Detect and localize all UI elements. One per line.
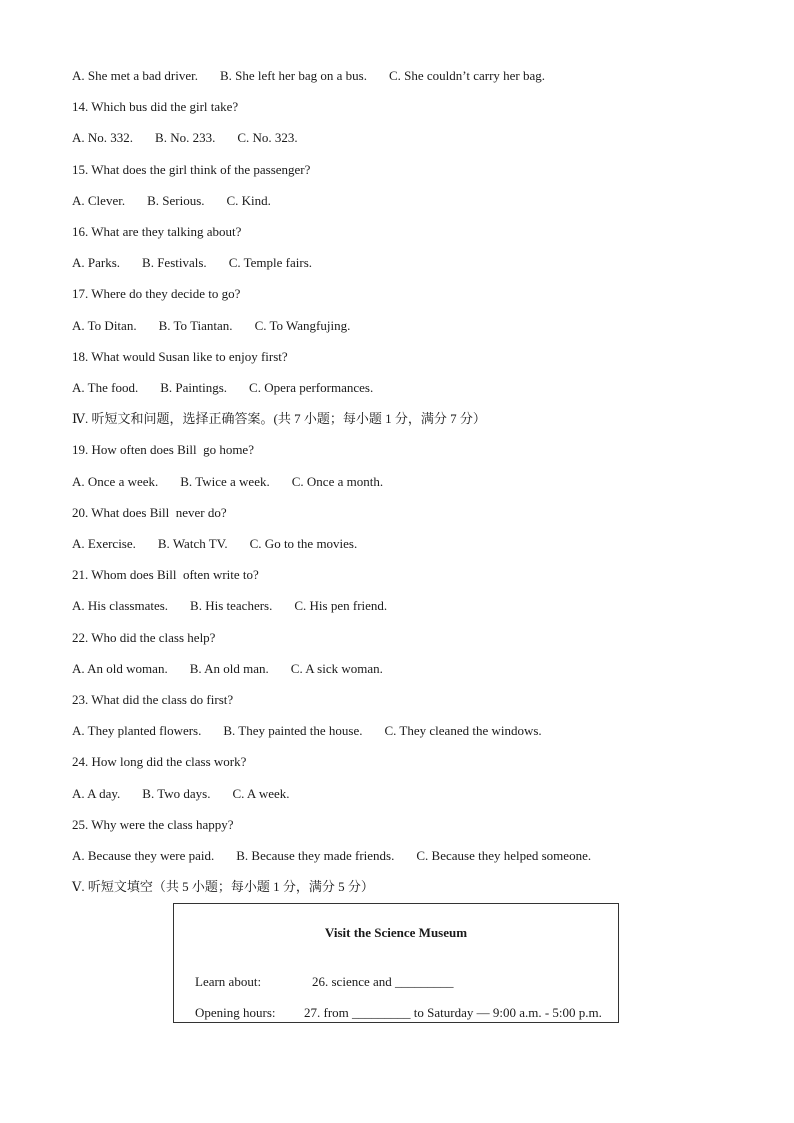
answer-option: C. A week. — [232, 786, 290, 801]
question-text: 14. Which bus did the girl take? — [72, 99, 239, 114]
answer-option: A. Clever. — [72, 193, 126, 208]
question-text: 21. Whom does Bill often write to? — [72, 567, 259, 582]
answer-options — [72, 474, 405, 490]
answer-options — [72, 193, 293, 209]
answer-option: B. They painted the house. — [223, 723, 363, 738]
notice-title: Visit the Science Museum — [324, 925, 468, 940]
answer-option: A. Exercise. — [72, 536, 136, 551]
answer-option: C. No. 323. — [237, 130, 298, 145]
answer-option: C. Opera performances. — [249, 380, 374, 395]
answer-option: B. To Tiantan. — [158, 318, 233, 333]
answer-option: C. She couldn’t carry her bag. — [388, 68, 546, 83]
answer-option: C. His pen friend. — [294, 598, 388, 613]
notice-row-value: 26. science and _________ — [312, 974, 454, 989]
question-text: 22. Who did the class help? — [72, 630, 216, 645]
answer-option: B. His teachers. — [190, 598, 273, 613]
answer-options — [72, 536, 379, 552]
notice-box — [173, 903, 619, 1023]
section-heading: Ⅳ. 听短文和问题，选择正确答案。(共 7 小题；每小题 1 分，满分 7 分） — [72, 411, 486, 426]
answer-option: C. Because they helped someone. — [416, 848, 592, 863]
answer-option: A. The food. — [72, 380, 139, 395]
answer-option: C. To Wangfujing. — [254, 318, 351, 333]
question-text: 17. Where do they decide to go? — [72, 286, 241, 301]
answer-option: B. Because they made friends. — [236, 848, 395, 863]
answer-option: B. Two days. — [142, 786, 211, 801]
answer-option: C. A sick woman. — [290, 661, 383, 676]
question-text: 25. Why were the class happy? — [72, 817, 234, 832]
answer-option: A. An old woman. — [72, 661, 168, 676]
answer-option: C. Go to the movies. — [249, 536, 358, 551]
answer-option: C. They cleaned the windows. — [384, 723, 542, 738]
section-heading: Ⅴ. 听短文填空（共 5 小题；每小题 1 分，满分 5 分） — [72, 879, 374, 894]
answer-options — [72, 318, 372, 334]
answer-option: B. An old man. — [189, 661, 269, 676]
answer-option: C. Kind. — [226, 193, 271, 208]
question-text: 24. How long did the class work? — [72, 754, 247, 769]
question-text: 18. What would Susan like to enjoy first? — [72, 349, 288, 364]
answer-option: A. She met a bad driver. — [72, 68, 198, 83]
answer-options — [72, 598, 409, 614]
answer-options — [72, 380, 395, 396]
question-text: 15. What does the girl think of the passenger? — [72, 162, 311, 177]
question-text: 23. What did the class do first? — [72, 692, 234, 707]
answer-option: B. Watch TV. — [157, 536, 228, 551]
answer-option: A. Once a week. — [72, 474, 159, 489]
notice-row-value: 27. from _________ to Saturday — 9:00 a.m. - 5:00 p.m. — [304, 1005, 602, 1020]
answer-options — [72, 255, 334, 271]
question-text: 16. What are they talking about? — [72, 224, 242, 239]
answer-option: A. To Ditan. — [72, 318, 137, 333]
answer-option: A. No. 332. — [72, 130, 134, 145]
question-text: 20. What does Bill never do? — [72, 505, 227, 520]
answer-option: C. Temple fairs. — [228, 255, 313, 270]
answer-option: C. Once a month. — [291, 474, 384, 489]
answer-options — [72, 661, 405, 677]
answer-option: B. Paintings. — [160, 380, 228, 395]
notice-row-label: Opening hours: — [195, 1005, 276, 1020]
answer-option: A. A day. — [72, 786, 121, 801]
answer-option: B. Festivals. — [142, 255, 207, 270]
answer-options — [72, 723, 564, 739]
answer-option: B. Twice a week. — [180, 474, 270, 489]
answer-options — [72, 68, 567, 84]
answer-option: B. No. 233. — [155, 130, 216, 145]
answer-option: A. Parks. — [72, 255, 121, 270]
answer-options — [72, 786, 312, 802]
answer-option: B. She left her bag on a bus. — [220, 68, 367, 83]
answer-option: B. Serious. — [147, 193, 205, 208]
answer-option: A. His classmates. — [72, 598, 169, 613]
notice-row-hours — [182, 989, 602, 1037]
answer-option: A. They planted flowers. — [72, 723, 202, 738]
answer-options — [72, 848, 613, 864]
notice-row-label: Learn about: — [195, 974, 262, 989]
question-text: 19. How often does Bill go home? — [72, 442, 254, 457]
answer-options — [72, 130, 320, 146]
answer-option: A. Because they were paid. — [72, 848, 215, 863]
